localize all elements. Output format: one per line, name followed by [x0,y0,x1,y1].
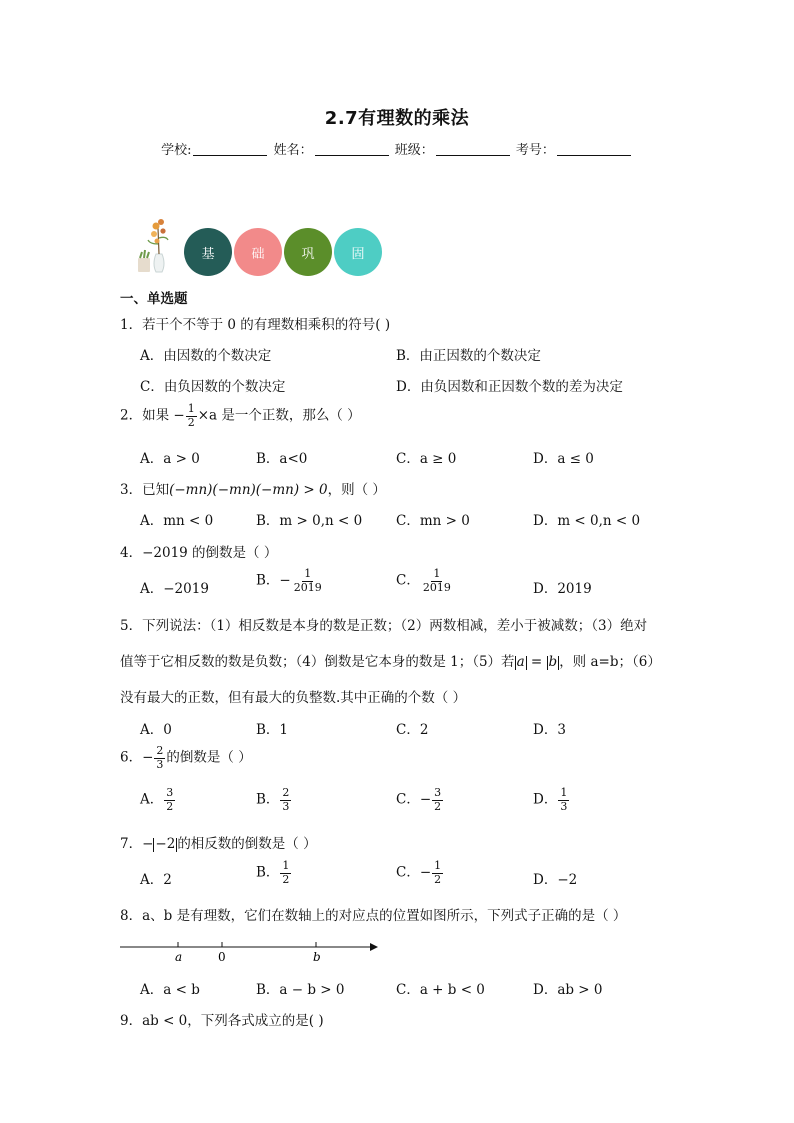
q7-c-num: 1 [434,859,442,872]
q6-fraction [154,745,165,771]
q1-stem: 1．若干个不等于 0 的有理数相乘积的符号( ) [120,317,391,333]
q6-option-a [140,787,176,813]
q5-line2 [120,650,661,670]
q3-pre: 3．已知 [120,482,170,498]
q5-option-c: C．2 [396,722,429,738]
q9-stem: 9．ab < 0，下列各式成立的是( ) [120,1013,324,1029]
q8-option-c: C．a + b < 0 [396,982,485,998]
q7-stem [120,832,317,852]
q7-b-fraction [280,860,291,886]
q6-post: 的倒数是（ ） [166,749,252,766]
q6-d-pre: D． [533,791,558,808]
q7-option-c [396,860,444,886]
q6-option-b [256,787,292,813]
q5-option-d: D．3 [533,722,566,738]
q3-option-d: D．m < 0,n < 0 [533,513,641,529]
q6-b-fraction [280,787,291,813]
q6-a-fraction [164,787,175,813]
q6-pre: 6．− [120,749,154,766]
q4-b-fraction [292,568,324,594]
q4-c-num: 1 [433,567,441,580]
q4-c-den: 2019 [422,580,451,594]
q7-c-den: 2 [434,872,442,886]
q6-option-c [396,787,444,813]
q6-b-den: 3 [282,799,290,813]
q4-b-den: 2019 [293,580,322,594]
q7-b-pre: B． [256,864,280,881]
q6-b-num: 2 [282,786,290,799]
q6-a-num: 3 [166,786,174,799]
q4-c-fraction [421,568,453,594]
q2-option-a: A．a > 0 [140,451,200,467]
q1-option-a: A．由因数的个数决定 [140,348,272,364]
number-line-diagram [118,936,380,966]
q8-option-a: A．a < b [140,982,200,998]
school-label: 学校: [161,143,192,158]
q5-option-b: B．1 [256,722,289,738]
q5-abs-a: a [516,654,525,670]
name-label: 姓名： [273,143,313,158]
q8-stem: 8．a、b 是有理数，它们在数轴上的对应点的位置如图所示，下列式子正确的是（ ） [120,908,627,924]
q7-option-b [256,860,292,886]
class-blank [436,143,510,156]
q3-stem [120,478,386,498]
q6-den: 3 [156,757,164,771]
q4-option-c [396,568,454,594]
q6-a-den: 2 [166,799,174,813]
badge-label: 巩 [301,246,315,262]
q6-d-num: 1 [560,786,568,799]
q7-c-pre: C．− [396,864,432,881]
badge-chu [234,228,282,276]
q2-den: 2 [187,415,195,429]
q4-c-pre: C． [396,572,420,589]
axis-arrow-icon [370,943,378,951]
q7-pre: 7．− [120,836,154,852]
page-title: 2.7有理数的乘法 [324,108,470,129]
q4-option-b [256,568,325,594]
axis-label-b: b [313,950,321,964]
q2-num: 1 [187,402,195,415]
plant-vase-icon [136,214,176,278]
q2-fraction [186,403,197,429]
q6-d-den: 3 [560,799,568,813]
q6-b-pre: B． [256,791,280,808]
number-label: 考号： [515,143,555,158]
q7-abs: −2 [155,836,176,852]
q5-line1: 5．下列说法：（1）相反数是本身的数是正数；（2）两数相减，差小于被减数；（3）绝对 [120,618,648,634]
q2-option-d: D．a ≤ 0 [533,451,594,467]
q2-pre: 2．如果 − [120,407,185,424]
q8-option-d: D．ab > 0 [533,982,603,998]
q4-option-d: D．2019 [533,581,592,597]
q6-option-d [533,787,570,813]
q6-a-pre: A． [140,791,164,808]
q6-stem [120,745,252,771]
badge-label: 固 [351,246,365,262]
q7-c-fraction [432,860,443,886]
school-blank [193,143,267,156]
q3-option-b: B．m > 0,n < 0 [256,513,363,529]
q7-option-a: A．2 [140,872,172,888]
q3-option-a: A．mn < 0 [140,513,214,529]
q3-post: ，则（ ） [327,482,386,498]
badge-gu [334,228,382,276]
q4-b-num: 1 [304,567,312,580]
student-info-line [0,139,794,158]
badge-label: 基 [201,246,215,262]
q1-option-c: C．由负因数的个数决定 [140,379,286,395]
q5-line3: 没有最大的正数，但有最大的负整数.其中正确的个数（ ） [120,690,467,706]
q4-option-a: A．−2019 [140,581,209,597]
q2-option-b: B．a<0 [256,451,308,467]
q1-option-b: B．由正因数的个数决定 [396,348,541,364]
q6-d-fraction [558,787,569,813]
q7-b-den: 2 [282,872,290,886]
badge-gong [284,228,332,276]
name-blank [315,143,389,156]
q5-option-a: A．0 [140,722,172,738]
q8-option-b: B．a − b > 0 [256,982,345,998]
q7-option-d: D．−2 [533,872,578,888]
q6-c-num: 3 [434,786,442,799]
q5-eq: = [526,654,547,670]
q6-c-fraction [432,787,443,813]
badge-label: 础 [251,246,265,262]
q3-expr: (−mn)(−mn)(−mn) > 0 [169,482,328,498]
number-blank [557,143,631,156]
q4-b-pre: B．− [256,572,291,589]
q2-stem [120,403,361,429]
q1-option-d: D．由负因数和正因数个数的差为决定 [396,379,623,395]
q4-stem: 4．−2019 的倒数是（ ） [120,545,278,561]
axis-label-0: 0 [218,950,226,964]
q6-c-pre: C．− [396,791,432,808]
class-label: 班级： [394,143,434,158]
q5-line2-pre: 值等于它相反数的数是负数；（4）倒数是它本身的数是 1；（5）若 [120,654,515,670]
q3-option-c: C．mn > 0 [396,513,470,529]
q2-post: ×a 是一个正数，那么（ ） [197,407,361,424]
q6-c-den: 2 [434,799,442,813]
q5-abs-b: b [548,654,558,670]
q7-b-num: 1 [282,859,290,872]
axis-label-a: a [175,950,183,964]
q6-num: 2 [156,744,164,757]
section-heading: 一、单选题 [120,291,188,307]
q2-option-c: C．a ≥ 0 [396,451,457,467]
q7-post: 的相反数的倒数是（ ） [177,836,317,852]
badge-ji [184,228,232,276]
q5-line2-post: ，则 a=b；（6） [559,654,661,670]
